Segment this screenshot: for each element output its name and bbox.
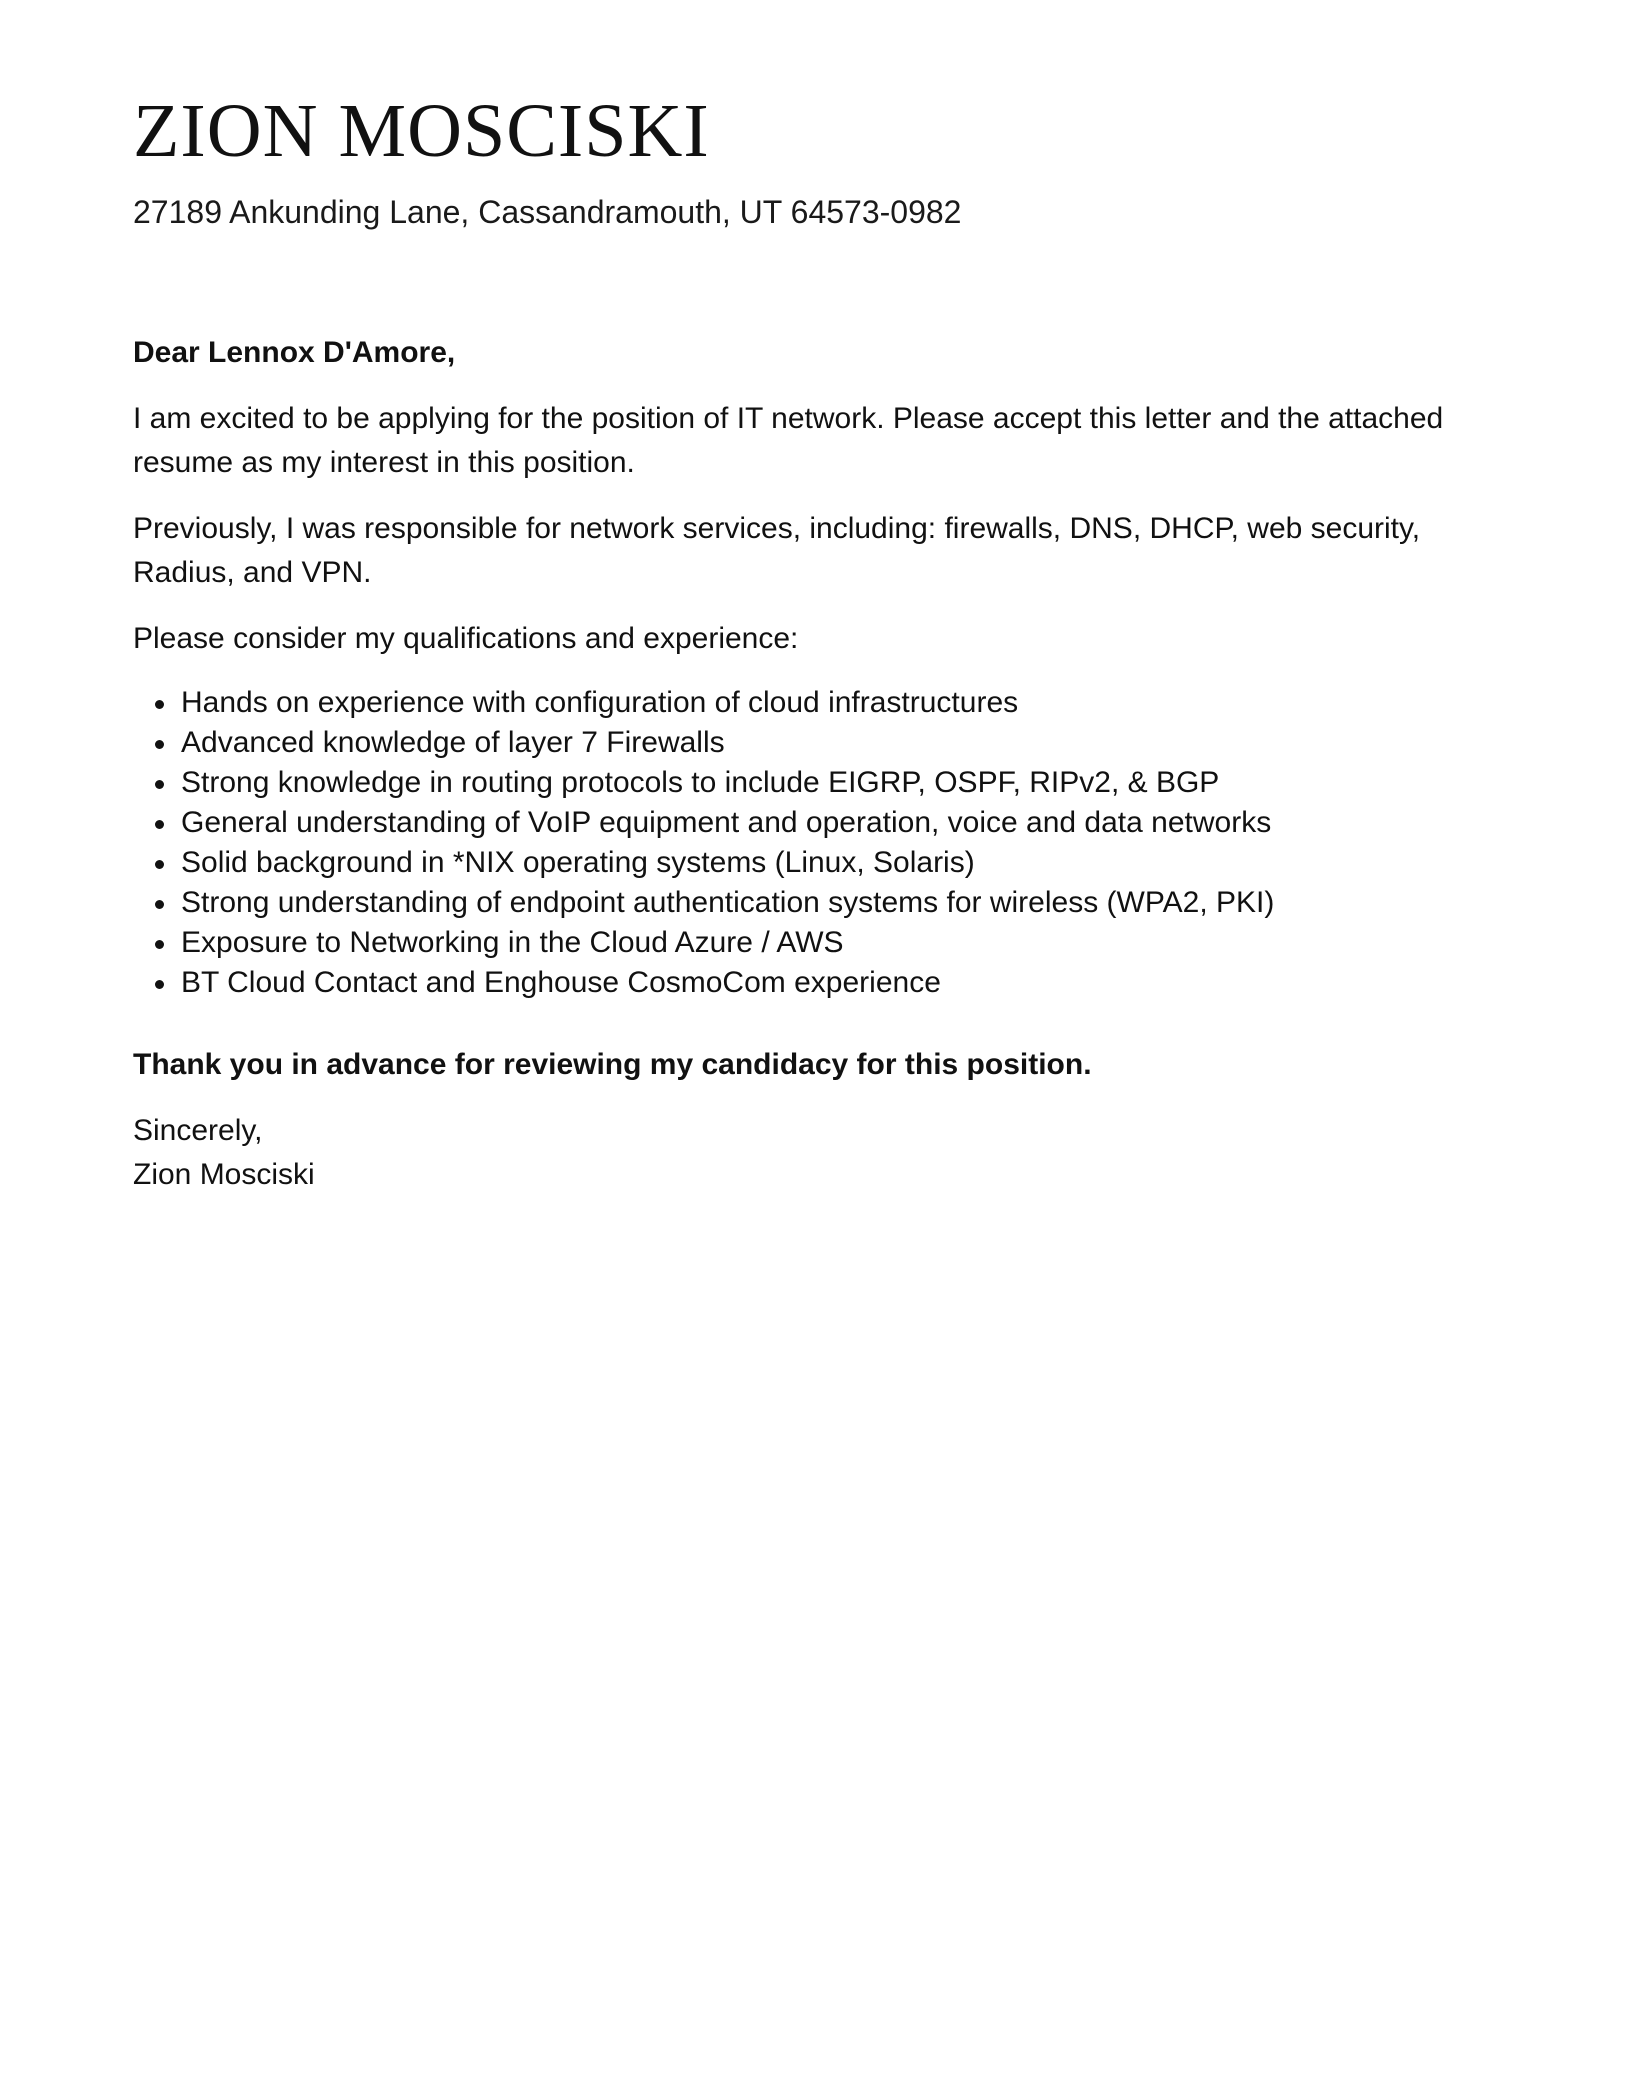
list-item: Solid background in *NIX operating systems (Linux, Solaris): [181, 843, 1503, 883]
list-item: Exposure to Networking in the Cloud Azure / AWS: [181, 923, 1503, 963]
list-item: Strong understanding of endpoint authentication systems for wireless (WPA2, PKI): [181, 883, 1503, 923]
list-item: Advanced knowledge of layer 7 Firewalls: [181, 723, 1503, 763]
signoff-text: Sincerely,: [133, 1114, 263, 1147]
signoff-block: [133, 1109, 1503, 1197]
letter-body: [133, 331, 1503, 1219]
intro-paragraph: I am excited to be applying for the position of IT network. Please accept this letter and the attached resume as my interest in this position.: [133, 402, 1444, 479]
letter-greeting: Dear Lennox D'Amore,: [133, 336, 456, 369]
list-item: BT Cloud Contact and Enghouse CosmoCom experience: [181, 963, 1503, 1003]
list-item: General understanding of VoIP equipment and operation, voice and data networks: [181, 803, 1503, 843]
list-item: Strong knowledge in routing protocols to include EIGRP, OSPF, RIPv2, & BGP: [181, 763, 1503, 803]
experience-paragraph: Previously, I was responsible for network services, including: firewalls, DNS, DHCP, web security, Radius, and VPN.: [133, 512, 1421, 589]
applicant-address: 27189 Ankunding Lane, Cassandramouth, UT 64573-0982: [133, 194, 962, 230]
signature-name: Zion Mosciski: [133, 1158, 315, 1191]
closing-line: Thank you in advance for reviewing my candidacy for this position.: [133, 1048, 1092, 1081]
qualifications-intro: Please consider my qualifications and experience:: [133, 622, 799, 655]
list-item: Hands on experience with configuration of cloud infrastructures: [181, 683, 1503, 723]
qualifications-list: [133, 683, 1503, 1003]
applicant-name: ZION MOSCISKI: [133, 89, 710, 173]
